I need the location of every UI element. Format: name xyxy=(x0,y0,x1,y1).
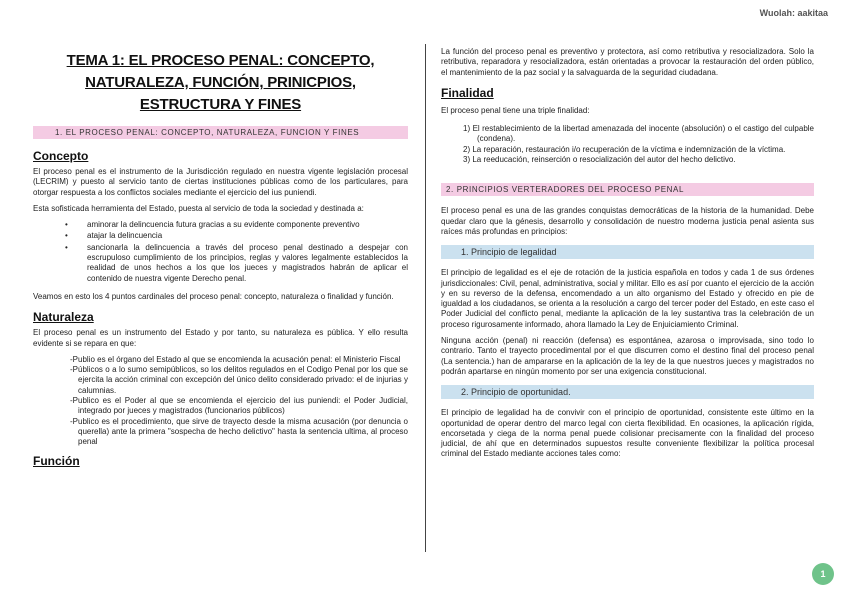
subsection-band-legalidad: 1. Principio de legalidad xyxy=(441,245,814,259)
column-divider xyxy=(425,44,426,552)
list-item: 3) La reeducación, reinserción o resocialización del autor del hecho delictivo. xyxy=(463,155,736,165)
naturaleza-dash-list xyxy=(33,355,408,448)
page-number-badge: 1 xyxy=(812,563,834,585)
principios-paragraph-1: El proceso penal es una de las grandes conquistas democráticas de la historia de la humanidad. Debe quedar claro que la génesis, desarrollo y consolidación de nuestro moderna justicia penal asienta sus raíces más profundas en principios: xyxy=(441,206,814,236)
list-item: -Publio es el órgano del Estado al que se encomienda la acusación penal: el Ministerio Fiscal xyxy=(70,354,401,364)
naturaleza-paragraph-1: El proceso penal es un instrumento del Estado y por tanto, su naturaleza es pública. Y ello resulta evidente si se repara en que: xyxy=(33,328,408,348)
document-title: TEMA 1: EL PROCESO PENAL: CONCEPTO, NATURALEZA, FUNCIÓN, PRINICPIOS, ESTRUCTURA Y FINES xyxy=(66,52,375,113)
funcion-paragraph: La función del proceso penal es preventivo y protectora, así como retributiva y resocializadora. Solo la retributiva, reparadora y resocializadora, están orientadas a provocar la restauración del orden público, el mantenimiento de la paz social y la salvaguarda de la seguridad ciudadana. xyxy=(441,47,814,77)
list-item: 1) El restablecimiento de la libertad amenazada del inocente (absolución) o el castigo del culpable (condena). xyxy=(463,124,814,144)
right-column xyxy=(441,47,814,466)
subsection-band-oportunidad: 2. Principio de oportunidad. xyxy=(441,385,814,399)
legalidad-paragraph-2: Ninguna acción (penal) ni reacción (defensa) es espontánea, azarosa o improvisada, sino todo lo contrario. Tanto el trayecto procedimental por el que discurren como el destino final del proceso penal (La sentencia.) han de ampararse en la aplicación de la ley de la que nuestros jueces y magistrados no podrán apartarse en ningún momento por ser una exigencia constitucional. xyxy=(441,336,814,376)
heading-finalidad: Finalidad xyxy=(441,85,494,100)
heading-concepto: Concepto xyxy=(33,149,89,163)
concepto-bullet-list xyxy=(33,220,408,284)
concepto-paragraph-2: Esta sofisticada herramienta del Estado, puesta al servicio de toda la sociedad y destinada a: xyxy=(33,203,364,213)
finalidad-paragraph-1: El proceso penal tiene una triple finalidad: xyxy=(441,105,590,115)
heading-funcion: Función xyxy=(33,453,80,468)
list-item: • aminorar la delincuencia futura gracias a su evidente componente preventivo xyxy=(87,220,408,230)
concepto-paragraph-3: Veamos en esto los 4 puntos cardinales del proceso penal: concepto, naturaleza o finalidad y función. xyxy=(33,291,394,301)
legalidad-paragraph-1: El principio de legalidad es el eje de rotación de la justicia española en todos y cada 1 de sus órdenes jurisdiccionales: Civil, penal, administrativa, social y militar. Ello es así por cuanto el ejercicio de la acción y en su reverso de la defensa, encomendado a un alto organismo del Estado y ofrecido en pie de igualdad a los ciudadanos, se orienta a la resolución a cargo del tercer poder del Estado, en este caso el Poder Judicial del conflicto penal, mediante la aplicación de la ley sustantiva tras la celebración de un proceso rigurosamente informado, ahora llamado la Ley de Enjuiciamiento Criminal. xyxy=(441,268,814,329)
finalidad-numbered-list xyxy=(441,124,814,165)
heading-naturaleza: Naturaleza xyxy=(33,310,94,325)
concepto-paragraph-1: El proceso penal es el instrumento de la Jurisdicción regulado en nuestra vigente legislación procesal (LECRIM) y puesto al servicio tanto de ciertas instituciones públicas como de los particulares, para otorgar respuesta a los conflictos sociales mediante el ejercicio del ius puniendi. xyxy=(33,167,408,197)
list-item: -Publico es el procedimiento, que sirve de trayecto desde la misma acusación (por denuncia o querella) ante la primera "sospecha de hecho delictivo" hasta la sentencia ultima, al proceso penal xyxy=(70,416,408,447)
list-item: 2) La reparación, restauración i/o recuperación de la víctima e indemnización de la víctima. xyxy=(463,144,786,154)
section-band-2: 2. PRINCIPIOS VERTERADORES DEL PROCESO PENAL xyxy=(441,183,814,196)
list-item: -Públicos o a lo sumo semipúblicos, so los delitos regulados en el Codigo Penal por los que se ejercita la acción criminal con excepción del único delito considerado privado: el de injurias y calumnias. xyxy=(70,365,408,395)
section-band-1: 1. EL PROCESO PENAL: CONCEPTO, NATURALEZA, FUNCION Y FINES xyxy=(33,126,408,139)
left-column xyxy=(33,40,408,472)
list-item: • sancionarla la delincuencia a través del proceso penal destinado a despejar con escrupuloso cumplimiento de los principios, reglas y valores legalmente establecidos la realidad de unos hechos a los que los jueces y magistrados habrán de aplicar el contenido de nuestra vigente Derecho penal. xyxy=(87,243,408,284)
oportunidad-paragraph-1: El principio de legalidad ha de convivir con el principio de oportunidad, consistente este último en la oportunidad de operar dentro del marco legal con cierta flexibilidad. En ocasiones, la aplicación rígida, encorsetada y ciega de la norma penal puede colisionar precisamente con la finalidad del proceso judicial, de ahí que en determinados supuestos resulte conveniente flexibilizar la política procesal criminal del Estado mediante acciones tales como: xyxy=(441,408,814,459)
list-item: -Publico es el Poder al que se encomienda el ejercicio del ius puniendi: el Poder Judicial, integrado por jueces y magistrados (funcionarios públicos) xyxy=(70,396,408,416)
list-item: • atajar la delincuencia xyxy=(87,231,408,241)
watermark: Wuolah: aakitaa xyxy=(759,8,828,18)
